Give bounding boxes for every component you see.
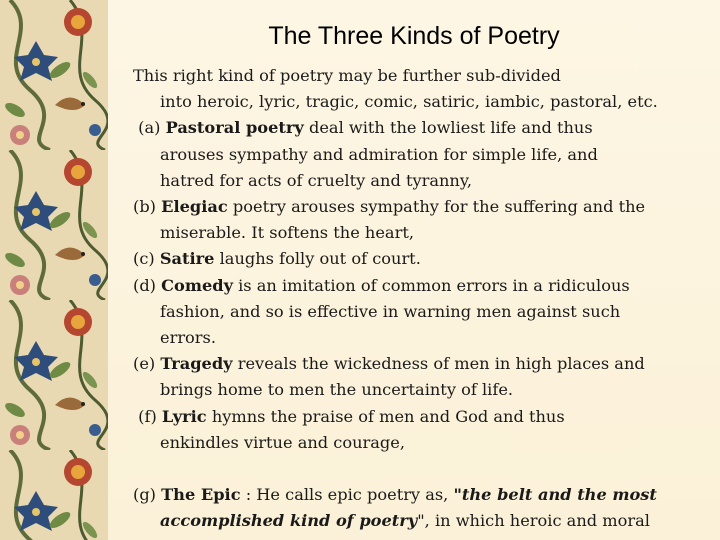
text-line: enkindles virtue and courage, (160, 432, 406, 452)
paragraph-intro (133, 63, 713, 115)
text-line: This right kind of poetry may be further sub-divided (133, 66, 561, 85)
paragraph-tragedy (133, 351, 713, 403)
text-line: poetry arouses sympathy for the suffering and the (227, 197, 646, 217)
paragraph-lyric (133, 404, 713, 456)
text-line: , in which heroic and moral (424, 511, 650, 531)
text-line: miserable. It softens the heart, (160, 223, 414, 243)
decorative-tapestry-border (0, 0, 108, 540)
text-line: : He calls epic poetry as, (240, 485, 454, 505)
text-line: hatred for acts of cruelty and tyranny, (160, 170, 472, 190)
slide-body (133, 63, 713, 534)
slide-title: The Three Kinds of Poetry (268, 22, 560, 50)
text-line: hymns the praise of men and God and thus (206, 406, 565, 426)
text-line: fashion, and so is effective in warning men against such (160, 301, 621, 321)
paragraph-elegiac (133, 194, 713, 246)
paragraph-comedy (133, 273, 713, 352)
quote-italic: accomplished kind of poetry (160, 511, 418, 531)
term-bold: The Epic (161, 485, 241, 505)
quote-mark: " (417, 511, 425, 531)
term-bold: Elegiac (161, 197, 228, 217)
text-line: is an imitation of common errors in a ridiculous (232, 275, 630, 295)
text-line: errors. (160, 328, 216, 348)
term-bold: Satire (159, 249, 215, 269)
item-label: (f) (133, 406, 162, 426)
paragraph-gap (133, 456, 713, 482)
term-bold: Tragedy (160, 354, 233, 374)
term-bold: Lyric (161, 406, 207, 426)
text-line: arouses sympathy and admiration for simple life, and (160, 144, 598, 164)
term-bold: Pastoral poetry (165, 118, 304, 138)
term-bold: Comedy (161, 275, 233, 295)
quote-mark: " (453, 485, 462, 505)
text-line: deal with the lowliest life and thus (303, 118, 593, 138)
text-line: reveals the wickedness of men in high places and (232, 354, 645, 374)
item-label: (c) (133, 249, 160, 269)
text-line: laughs folly out of court. (214, 249, 421, 269)
paragraph-epic (133, 482, 713, 534)
item-label: (b) (133, 197, 162, 217)
item-label: (e) (133, 354, 161, 374)
item-label: (d) (133, 275, 162, 295)
text-line: into heroic, lyric, tragic, comic, satiric, iambic, pastoral, etc. (160, 92, 658, 112)
quote-italic: the belt and the most (461, 485, 657, 505)
slide-content (108, 0, 720, 540)
text-line: brings home to men the uncertainty of life. (160, 380, 514, 400)
paragraph-satire (133, 246, 713, 272)
paragraph-pastoral (133, 115, 713, 194)
item-label: (a) (133, 118, 166, 138)
floral-tapestry-image (0, 0, 108, 540)
item-label: (g) (133, 485, 162, 505)
